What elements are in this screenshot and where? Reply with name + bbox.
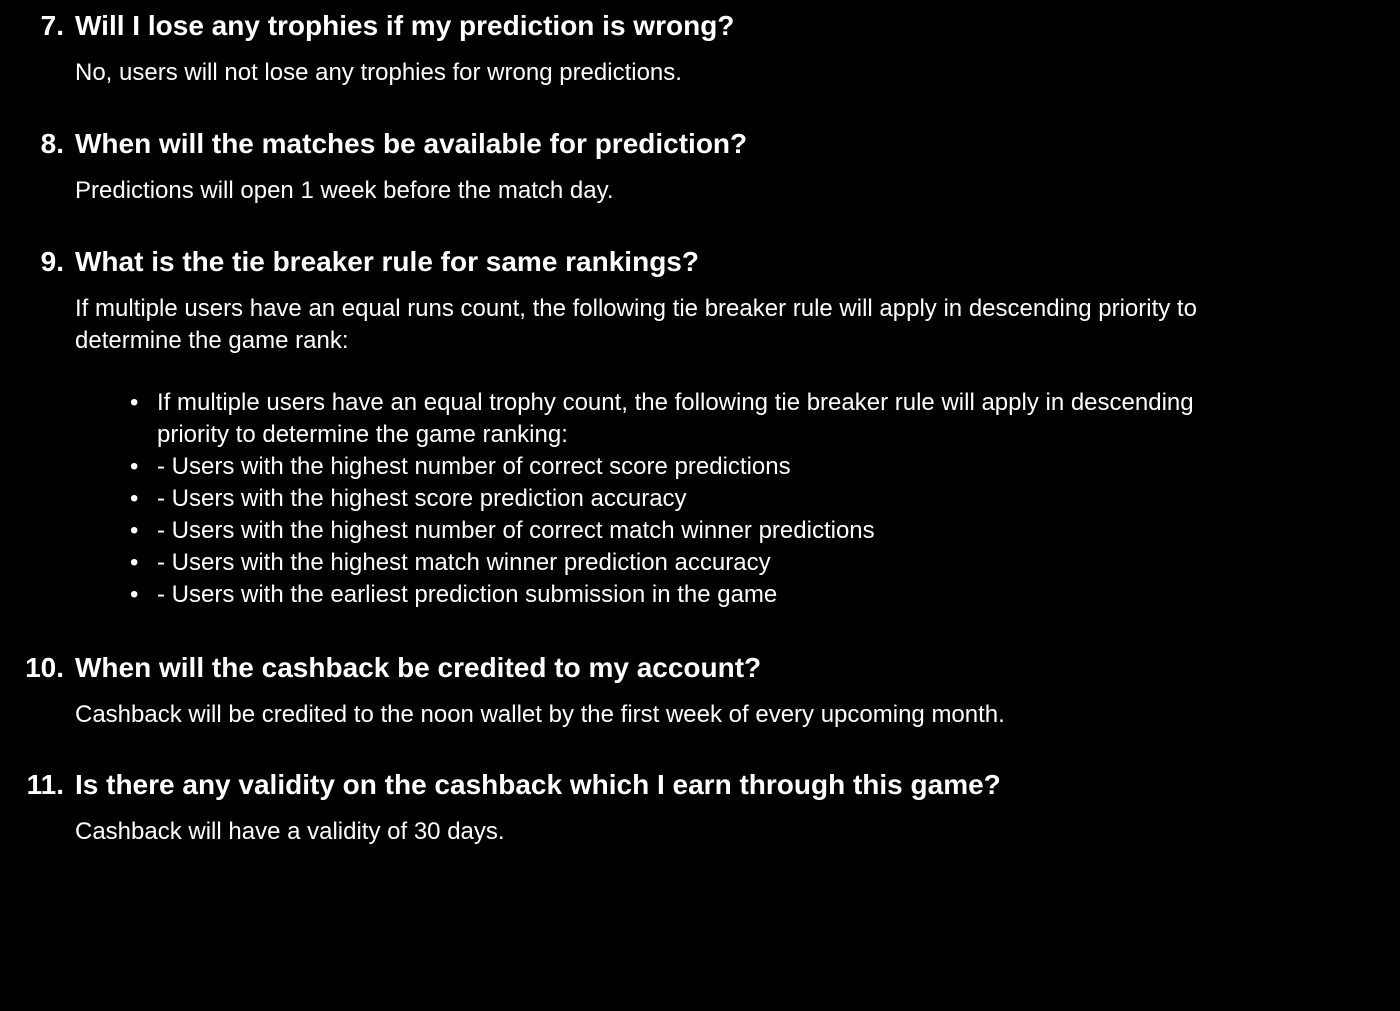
faq-answer: No, users will not lose any trophies for wrong predictions. xyxy=(75,59,682,86)
faq-number: 7. xyxy=(40,10,64,41)
faq-answer: Cashback will be credited to the noon wallet by the first week of every upcoming month. xyxy=(75,701,1005,728)
faq-number: 10. xyxy=(25,652,64,683)
bullet-icon: • xyxy=(130,389,139,416)
list-item xyxy=(130,483,1230,515)
list-item xyxy=(130,451,1230,483)
bullet-icon: • xyxy=(130,485,139,512)
tie-breaker-list xyxy=(130,387,1230,611)
faq-answer: Cashback will have a validity of 30 days. xyxy=(75,818,505,845)
faq-question: When will the matches be available for prediction? xyxy=(75,128,748,159)
faq-number: 9. xyxy=(40,246,64,277)
faq-question: Is there any validity on the cashback which I earn through this game? xyxy=(75,769,1001,800)
bullet-icon: • xyxy=(130,517,139,544)
bullet-icon: • xyxy=(130,453,139,480)
bullet-icon: • xyxy=(130,549,139,576)
faq-answer: Predictions will open 1 week before the match day. xyxy=(75,177,614,204)
list-item-text: If multiple users have an equal trophy count, the following tie breaker rule will apply in descending priority to determine the game ranking: xyxy=(157,389,1194,448)
faq-number: 8. xyxy=(40,128,64,159)
list-item-text: - Users with the highest number of correct score predictions xyxy=(157,453,791,480)
list-item xyxy=(130,547,1230,579)
list-item xyxy=(130,387,1230,451)
list-item-text: - Users with the highest score prediction accuracy xyxy=(157,485,687,512)
faq-answer: If multiple users have an equal runs count, the following tie breaker rule will apply in descending priority to determine the game rank: xyxy=(75,295,1197,354)
faq-number: 11. xyxy=(26,769,64,800)
faq-question: When will the cashback be credited to my account? xyxy=(75,652,762,683)
list-item-text: - Users with the highest match winner prediction accuracy xyxy=(157,549,771,576)
faq-question: What is the tie breaker rule for same rankings? xyxy=(75,246,699,277)
list-item xyxy=(130,579,1230,611)
faq-question: Will I lose any trophies if my prediction is wrong? xyxy=(75,10,735,41)
list-item-text: - Users with the earliest prediction submission in the game xyxy=(157,581,778,608)
list-item xyxy=(130,515,1230,547)
bullet-icon: • xyxy=(130,581,139,608)
list-item-text: - Users with the highest number of correct match winner predictions xyxy=(157,517,875,544)
